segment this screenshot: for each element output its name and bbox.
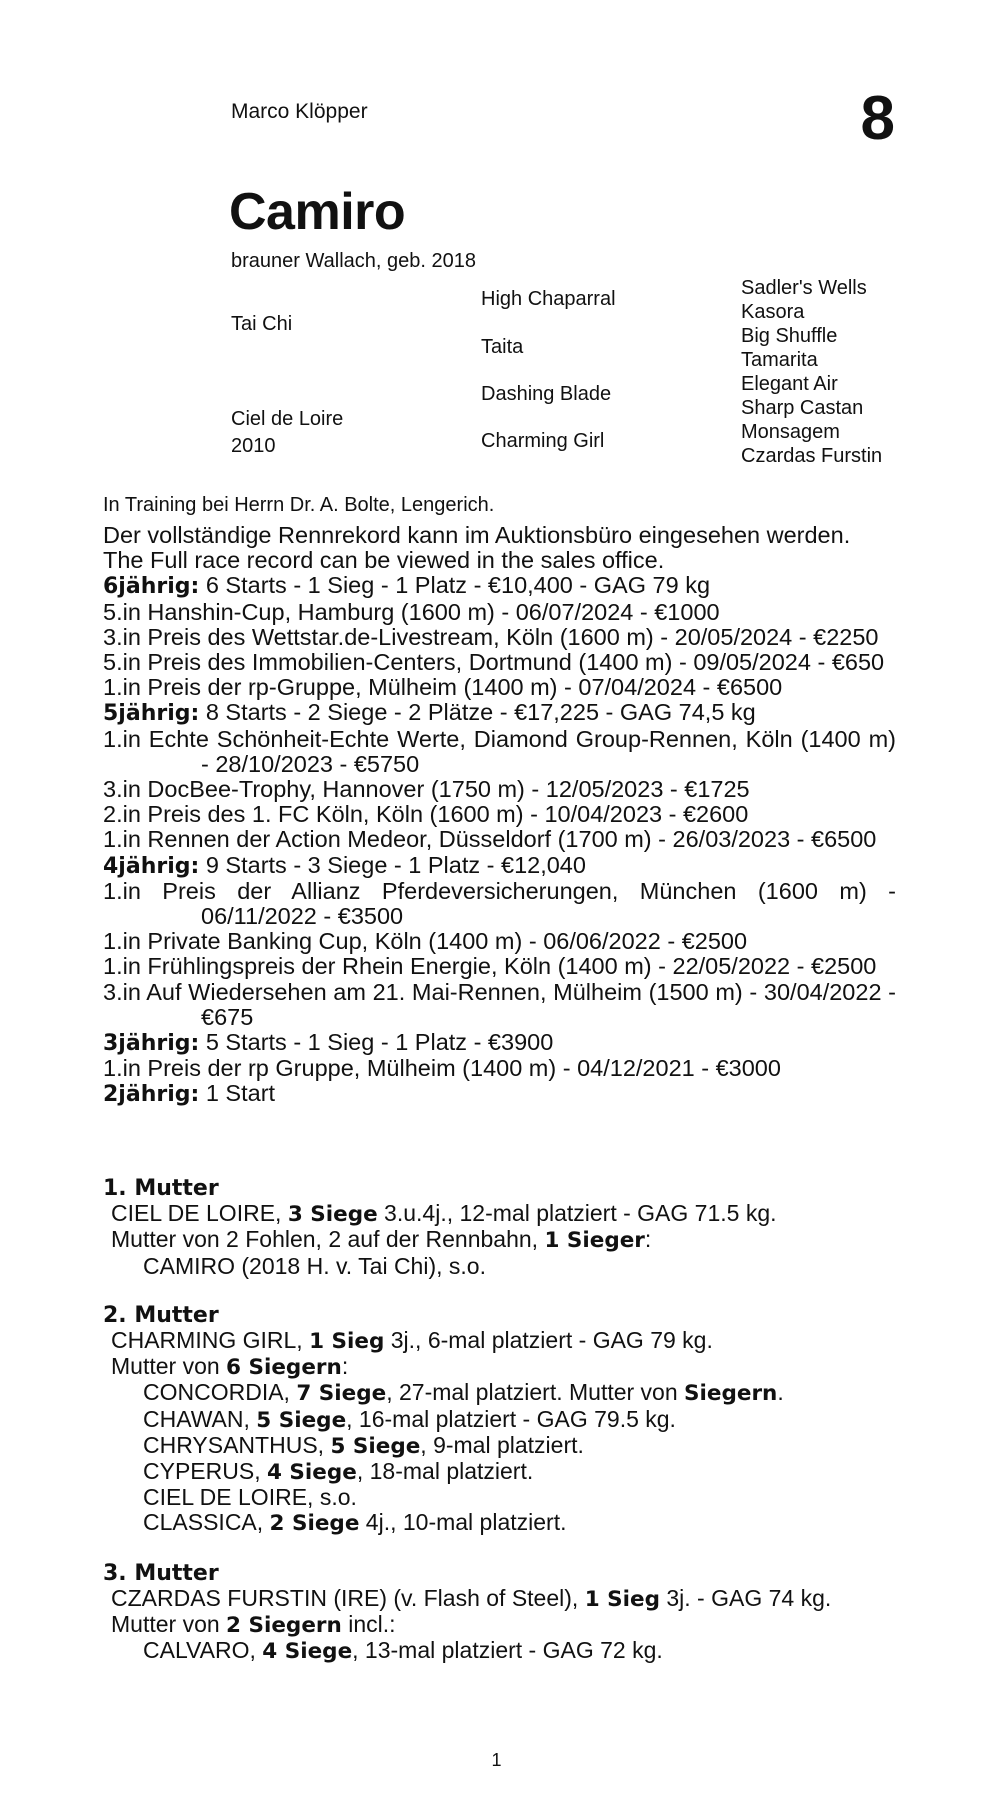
season-summary xyxy=(103,1081,896,1107)
pedigree-dam-sire: Dashing Blade xyxy=(481,383,612,405)
race-line: 1.in Rennen der Action Medeor, Düsseldorf (1700 m) - 26/03/2023 - €6500 xyxy=(103,826,877,853)
pedigree-dam-year: 2010 xyxy=(231,435,276,457)
record-note-de: Der vollständige Rennrekord kann im Auktionsbüro eingesehen werden. xyxy=(103,522,851,548)
season-summary xyxy=(103,1030,896,1056)
race-record xyxy=(103,523,896,1108)
dam-name: CHARMING GIRL, xyxy=(111,1327,310,1354)
dam-details: 3.u.4j., 12-mal platziert - GAG 71.5 kg. xyxy=(377,1200,777,1227)
race-line: 1.in Frühlingspreis der Rhein Energie, Köln (1400 m) - 22/05/2022 - €2500 xyxy=(103,953,877,980)
produce-wins: 4 Siege xyxy=(262,1639,353,1665)
season-stats: 9 Starts - 3 Siege - 1 Platz - €12,040 xyxy=(199,851,586,878)
race-line: 1.in Preis der Allianz Pferdeversicherungen, München (1600 m) - 06/11/2022 - €3500 xyxy=(103,877,896,930)
pedigree-gen3-3: Big Shuffle xyxy=(741,325,838,347)
produce-name: CYPERUS, xyxy=(143,1458,267,1485)
produce-winners: 1 Sieger xyxy=(544,1228,645,1254)
dam-details: 3j. - GAG 74 kg. xyxy=(659,1584,832,1611)
race-line: 1.in Preis der rp-Gruppe, Mülheim (1400 m) - 07/04/2024 - €6500 xyxy=(103,674,783,701)
produce-wins: 5 Siege xyxy=(330,1433,421,1459)
produce-name: CONCORDIA, xyxy=(143,1379,297,1406)
dam1-record xyxy=(103,1201,896,1227)
produce-name: CIEL DE LOIRE, s.o. xyxy=(143,1484,357,1511)
produce-details: 4j., 10-mal platziert. xyxy=(359,1509,567,1536)
pedigree-gen3-8: Czardas Furstin xyxy=(741,445,883,467)
produce-wins: 5 Siege xyxy=(256,1407,347,1433)
season-age: 6jährig: xyxy=(103,574,200,600)
race-line: 3.in Preis des Wettstar.de-Livestream, Köln (1600 m) - 20/05/2024 - €2250 xyxy=(103,623,879,650)
produce-details: , 27-mal platziert. Mutter von xyxy=(386,1379,685,1406)
dam2-heading: 2. Mutter xyxy=(103,1302,219,1328)
race-line: 1.in Private Banking Cup, Köln (1400 m) - 06/06/2022 - €2500 xyxy=(103,928,748,955)
produce-winners: Siegern xyxy=(684,1381,778,1407)
season-stats: 5 Starts - 1 Sieg - 1 Platz - €3900 xyxy=(199,1029,554,1056)
dam1-produce-summary xyxy=(103,1227,896,1253)
produce-text: Mutter von xyxy=(111,1353,227,1380)
consignor-name: Marco Klöpper xyxy=(231,100,368,123)
lot-number: 8 xyxy=(860,84,895,153)
pedigree-sire: Tai Chi xyxy=(231,313,293,335)
produce-wins: 2 Siege xyxy=(269,1511,360,1537)
dam-details: 3j., 6-mal platziert - GAG 79 kg. xyxy=(384,1327,713,1354)
pedigree-gen3-2: Kasora xyxy=(741,301,805,323)
dam1-produce-item: CAMIRO (2018 H. v. Tai Chi), s.o. xyxy=(143,1252,486,1279)
race-line: 2.in Preis des 1. FC Köln, Köln (1600 m) - 10/04/2023 - €2600 xyxy=(103,801,749,828)
dam2-produce-summary xyxy=(103,1354,896,1380)
dam3-produce-summary xyxy=(103,1612,896,1638)
record-note-en: The Full race record can be viewed in the sales office. xyxy=(103,547,665,574)
dam-wins: 1 Sieg xyxy=(584,1586,660,1612)
produce-name: CLASSICA, xyxy=(143,1509,270,1536)
produce-wins: 7 Siege xyxy=(296,1381,387,1407)
season-summary xyxy=(103,853,896,879)
race-line: 3.in DocBee-Trophy, Hannover (1750 m) - 12/05/2023 - €1725 xyxy=(103,776,750,803)
dam3-heading: 3. Mutter xyxy=(103,1560,219,1586)
produce-details: , 13-mal platziert - GAG 72 kg. xyxy=(352,1637,663,1664)
dam2-produce-item xyxy=(103,1485,896,1510)
pedigree-sire-dam: Taita xyxy=(481,336,524,358)
race-line: 1.in Preis der rp Gruppe, Mülheim (1400 m) - 04/12/2021 - €3000 xyxy=(103,1055,781,1082)
season-stats: 8 Starts - 2 Siege - 2 Plätze - €17,225 - GAG 74,5 kg xyxy=(199,699,756,726)
race-line: 3.in Auf Wiedersehen am 21. Mai-Rennen, Mülheim (1500 m) - 30/04/2022 - €675 xyxy=(103,978,896,1030)
season-age: 2jährig: xyxy=(103,1082,200,1108)
dam2-produce-item xyxy=(103,1433,896,1459)
dam2-record xyxy=(103,1328,896,1354)
season-age: 4jährig: xyxy=(103,853,200,879)
produce-details: , 18-mal platziert. xyxy=(356,1458,534,1485)
produce-details: , 9-mal platziert. xyxy=(420,1431,584,1458)
dam-wins: 1 Sieg xyxy=(309,1329,385,1355)
produce-text-end: : xyxy=(341,1353,349,1380)
dam-name: CZARDAS FURSTIN (IRE) (v. Flash of Steel), xyxy=(111,1584,585,1611)
season-stats: 6 Starts - 1 Sieg - 1 Platz - €10,400 - GAG 79 kg xyxy=(199,572,711,599)
produce-winners: 2 Siegern xyxy=(226,1613,342,1639)
produce-text: Mutter von 2 Fohlen, 2 auf der Rennbahn, xyxy=(111,1226,545,1253)
produce-name: CHRYSANTHUS, xyxy=(143,1431,331,1458)
dam-line-section xyxy=(103,1176,896,1664)
produce-name: CALVARO, xyxy=(143,1637,263,1664)
season-stats: 1 Start xyxy=(199,1080,276,1107)
dam3-record xyxy=(103,1586,896,1612)
dam2-produce-item xyxy=(103,1407,896,1433)
dam-wins: 3 Siege xyxy=(287,1202,378,1228)
produce-text: Mutter von xyxy=(111,1611,227,1638)
pedigree-gen3-4: Tamarita xyxy=(741,349,818,371)
dam2-produce-item xyxy=(103,1510,896,1536)
race-line: 5.in Preis des Immobilien-Centers, Dortmund (1400 m) - 09/05/2024 - €650 xyxy=(103,649,885,676)
pedigree-dam-dam: Charming Girl xyxy=(481,430,605,452)
season-age: 3jährig: xyxy=(103,1031,200,1057)
produce-text-end: incl.: xyxy=(341,1611,396,1638)
pedigree-sire-sire: High Chaparral xyxy=(481,288,616,310)
produce-winners: 6 Siegern xyxy=(226,1355,342,1381)
pedigree-gen3-5: Elegant Air xyxy=(741,373,838,395)
pedigree-gen3-7: Monsagem xyxy=(741,421,840,443)
dam-name: CIEL DE LOIRE, xyxy=(111,1200,288,1227)
trainer-line: In Training bei Herrn Dr. A. Bolte, Lengerich. xyxy=(103,494,495,516)
season-summary xyxy=(103,700,896,726)
produce-name: CHAWAN, xyxy=(143,1405,257,1432)
produce-details: , 16-mal platziert - GAG 79.5 kg. xyxy=(346,1405,676,1432)
pedigree-dam: Ciel de Loire xyxy=(231,408,344,430)
produce-text-end: : xyxy=(644,1226,652,1253)
dam2-produce-item xyxy=(103,1459,896,1485)
race-line: 1.in Echte Schönheit-Echte Werte, Diamond Group-Rennen, Köln (1400 m) - 28/10/2023 - €5750 xyxy=(103,725,896,777)
produce-details-end: . xyxy=(777,1379,784,1406)
season-age: 5jährig: xyxy=(103,701,200,727)
horse-name: Camiro xyxy=(229,183,406,241)
race-line: 5.in Hanshin-Cup, Hamburg (1600 m) - 06/07/2024 - €1000 xyxy=(103,598,720,625)
pedigree-gen3-1: Sadler's Wells xyxy=(741,277,867,299)
dam2-produce-item xyxy=(103,1380,896,1406)
produce-wins: 4 Siege xyxy=(266,1460,357,1486)
dam3-produce-item xyxy=(103,1638,896,1664)
season-summary xyxy=(103,573,896,599)
horse-description: brauner Wallach, geb. 2018 xyxy=(231,250,476,272)
pedigree-gen3-6: Sharp Castan xyxy=(741,397,864,419)
dam1-heading: 1. Mutter xyxy=(103,1176,219,1201)
page-number: 1 xyxy=(491,1750,502,1770)
